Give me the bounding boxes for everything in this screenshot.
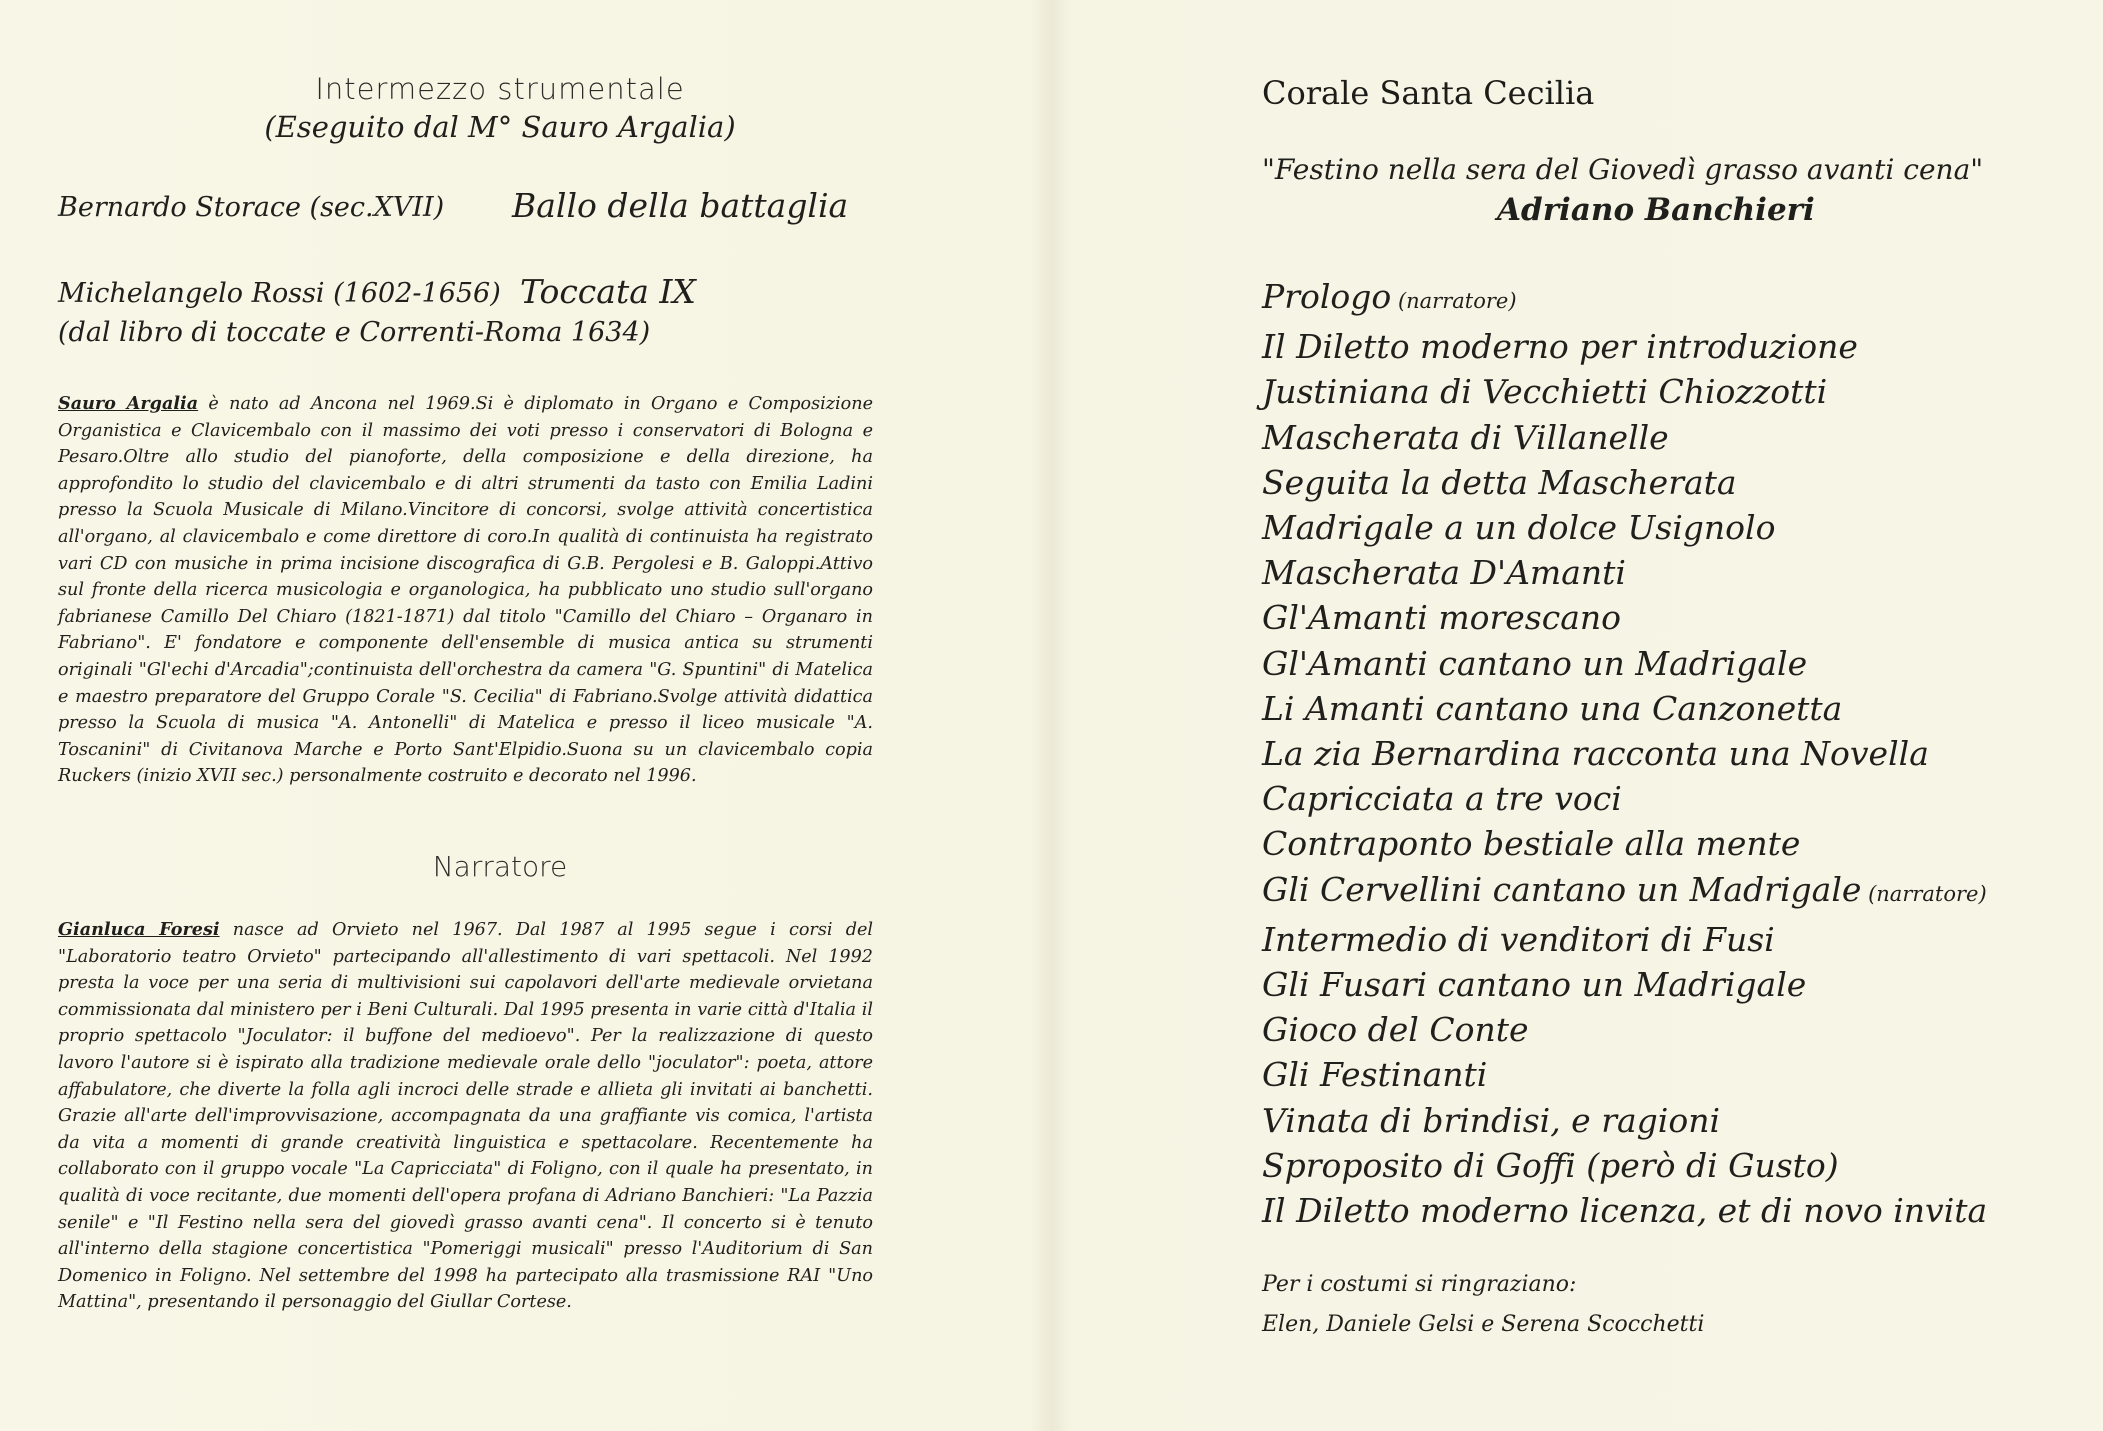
program-item (1262, 460, 1987, 505)
work-title: "Festino nella sera del Giovedì grasso avanti cena" (1262, 153, 1984, 186)
bio-argalia (58, 391, 873, 790)
piece-2-work: Toccata IX (520, 272, 696, 311)
program-item-title: Seguita la detta Mascherata (1262, 462, 1737, 502)
intermezzo-title: Intermezzo strumentale (315, 72, 685, 106)
program-item (1262, 415, 1987, 460)
program-item (1262, 550, 1987, 595)
piece-1-composer: Bernardo Storace (sec.XVII) (58, 192, 445, 223)
program-item (1262, 686, 1987, 731)
program-item (1262, 1098, 1987, 1143)
program-item-title: Gli Cervellini cantano un Madrigale (1262, 869, 1862, 909)
intermezzo-performer: (Eseguito dal M° Sauro Argalia) (264, 110, 736, 144)
program-item-title: Li Amanti cantano una Canzonetta (1262, 688, 1843, 728)
left-page (0, 0, 1050, 1431)
program-item-note: (narratore) (1861, 881, 1987, 906)
program-item-title: Vinata di brindisi, e ragioni (1262, 1100, 1721, 1140)
narratore-title: Narratore (432, 850, 568, 883)
program-item (1262, 505, 1987, 550)
choir-title: Corale Santa Cecilia (1262, 74, 1595, 112)
program-item-title: Prologo (1262, 277, 1392, 316)
program-item (1262, 1143, 1987, 1188)
program-item-title: Capricciata a tre voci (1262, 779, 1622, 819)
piece-2-composer: Michelangelo Rossi (1602-1656) (58, 278, 501, 309)
bio-argalia-name: Sauro Argalia (58, 393, 199, 414)
program-item (1262, 1188, 1987, 1233)
program-item-title: Gli Festinanti (1262, 1055, 1488, 1095)
bio-foresi-text: nasce ad Orvieto nel 1967. Dal 1987 al 1995 segue i corsi del "Laboratorio teatro Orvieto" partecipando all'allestimento di vari spettacoli. Nel 1992 presta la voce per una seria di multivisioni sui capolavori dell'arte medievale orvietana commissionata dal ministero per i Beni Culturali. Dal 1995 presenta in varie città d'Italia il proprio spettacolo "Joculator: il buffone del medioevo". Per la realizzazione di questo lavoro l'autore si è ispirato alla tradizione medievale orale dello "joculator": poeta, attore affabulatore, che diverte la folla agli incroci delle strade e allieta gli invitati ai banchetti. Grazie all'arte dell'improvvisazione, accompagnata da una graffiante vis comica, l'artista da vita a momenti di grande creatività linguistica e spettacolare. Recentemente ha collaborato con il gruppo vocale "La Capricciata" di Foligno, con il quale ha presentato, in qualità di voce recitante, due momenti dell'opera profana di Adriano Banchieri: "La Pazzia senile" e "Il Festino nella sera del giovedì grasso avanti cena". Il concerto si è tenuto all'interno della stagione concertistica "Pomeriggi musicali" presso l'Auditorium di San Domenico in Foligno. Nel settembre del 1998 ha partecipato alla trasmissione RAI "Uno Mattina", presentando il personaggio del Giullar Cortese. (58, 920, 873, 1313)
program-item (1262, 274, 1987, 324)
right-page (1052, 0, 2103, 1431)
bio-foresi (58, 917, 873, 1316)
program-item-title: Contraponto bestiale alla mente (1262, 824, 1801, 864)
program-item-title: Justiniana di Vecchietti Chiozzotti (1262, 372, 1828, 412)
thanks-line-2: Elen, Daniele Gelsi e Serena Scocchetti (1262, 1312, 1705, 1337)
program-item (1262, 595, 1987, 640)
thanks-line-1: Per i costumi si ringraziano: (1262, 1272, 1577, 1297)
program-item (1262, 324, 1987, 369)
program-item-title: Mascherata di Villanelle (1262, 417, 1669, 457)
bio-foresi-name: Gianluca Foresi (58, 919, 220, 940)
piece-1-work: Ballo della battaglia (512, 186, 849, 225)
program-item-title: Gli Fusari cantano un Madrigale (1262, 965, 1807, 1005)
program-item (1262, 641, 1987, 686)
program-item-title: Gl'Amanti cantano un Madrigale (1262, 643, 1808, 683)
program-item-title: Il Diletto moderno licenza, et di novo invita (1262, 1191, 1988, 1231)
program-item-title: Gl'Amanti morescano (1262, 598, 1622, 638)
program-item (1262, 369, 1987, 414)
program-item (1262, 867, 1987, 917)
program-item (1262, 962, 1987, 1007)
bio-argalia-text: è nato ad Ancona nel 1969.Si è diplomato in Organo e Composizione Organistica e Clavicembalo con il massimo dei voti presso i conservatori di Bologna e Pesaro.Oltre allo studio del pianoforte, della composizione e della direzione, ha approfondito lo studio del clavicembalo e di altri strumenti da tasto con Emilia Ladini presso la Scuola Musicale di Milano.Vincitore di concorsi, svolge attività concertistica all'organo, al clavicembalo e come direttore di coro.In qualità di continuista ha registrato vari CD con musiche in prima incisione discografica di G.B. Pergolesi e B. Galoppi.Attivo sul fronte della ricerca musicologia e organologica, ha pubblicato uno studio sull'organo fabrianese Camillo Del Chiaro (1821-1871) dal titolo "Camillo del Chiaro – Organaro in Fabriano". E' fondatore e componente dell'ensemble di musica antica su strumenti originali "Gl'echi d'Arcadia";continuista dell'orchestra da camera "G. Spuntini" di Matelica e maestro preparatore del Gruppo Corale "S. Cecilia" di Fabriano.Svolge attività didattica presso la Scuola di musica "A. Antonelli" di Matelica e presso il liceo musicale "A. Toscanini" di Civitanova Marche e Porto Sant'Elpidio.Suona su un clavicembalo copia Ruckers (inizio XVII sec.) personalmente costruito e decorato nel 1996. (58, 394, 874, 787)
program-item-title: La zia Bernardina racconta una Novella (1262, 734, 1929, 774)
program-item-title: Mascherata D'Amanti (1262, 553, 1626, 593)
program-item (1262, 776, 1987, 821)
program-item-title: Il Diletto moderno per introduzione (1262, 327, 1858, 367)
piece-2-source: (dal libro di toccate e Correnti-Roma 1634) (58, 317, 651, 348)
thanks (1262, 1265, 1704, 1345)
program-item (1262, 917, 1987, 962)
program-item (1262, 821, 1987, 866)
work-composer: Adriano Banchieri (1497, 192, 1815, 228)
program-item (1262, 1007, 1987, 1052)
program-item-title: Sproposito di Goffi (però di Gusto) (1262, 1145, 1839, 1185)
program-item (1262, 1052, 1987, 1097)
program-item-note: (narratore) (1391, 289, 1517, 313)
program-list (1262, 274, 1987, 1233)
program-item-title: Madrigale a un dolce Usignolo (1262, 508, 1776, 548)
program-item-title: Intermedio di venditori di Fusi (1262, 919, 1775, 959)
program-item-title: Gioco del Conte (1262, 1010, 1529, 1050)
program-item (1262, 731, 1987, 776)
